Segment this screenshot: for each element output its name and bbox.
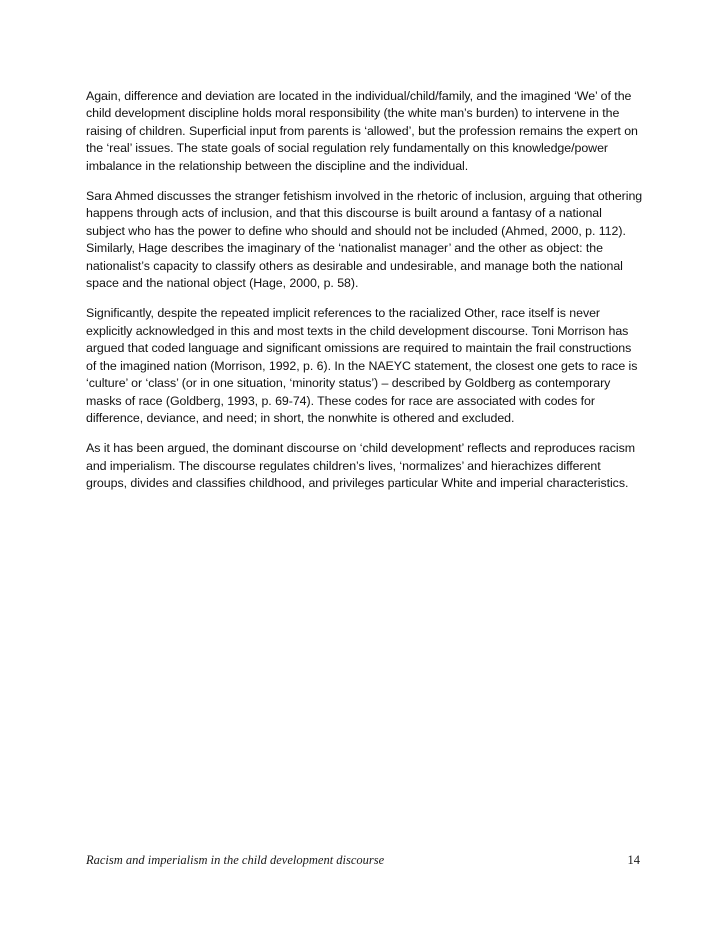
paragraph-3: Significantly, despite the repeated implicit references to the racialized Other, race itself is never explicitly acknowledged in this and most texts in the child development discourse. Toni Morrison has argued that coded language and significant omissions are required to maintain the frail constructions of the imagined nation (Morrison, 1992, p. 6). In the NAEYC statement, the closest one gets to race is ‘culture’ or ‘class’ (or in one situation, ‘minority status’) – described by Goldberg as contemporary masks of race (Goldberg, 1993, p. 69-74). These codes for race are associated with codes for difference, deviance, and need; in short, the nonwhite is othered and excluded. — [86, 306, 638, 425]
body-text — [86, 88, 644, 506]
footer-title: Racism and imperialism in the child development discourse — [86, 853, 385, 867]
page-number: 14 — [627, 853, 640, 867]
paragraph-4: As it has been argued, the dominant discourse on ‘child development’ reflects and reproduces racism and imperialism. The discourse regulates children’s lives, ‘normalizes’ and hierachizes different groups, divides and classifies childhood, and privileges particular White and imperial characteristics. — [86, 441, 636, 491]
page-footer — [86, 853, 644, 868]
paragraph-1: Again, difference and deviation are located in the individual/child/family, and the imagined ‘We’ of the child development discipline holds moral responsibility (the white man’s burden) to intervene in the raising of children. Superficial input from parents is ‘allowed’, but the profession remains the expert on the ‘real’ issues. The state goals of social regulation rely fundamentally on this knowledge/power imbalance in the relationship between the discipline and the individual. — [86, 89, 638, 173]
paragraph-2: Sara Ahmed discusses the stranger fetishism involved in the rhetoric of inclusion, arguing that othering happens through acts of inclusion, and that this discourse is built around a fantasy of a national subject who has the power to define who should and should not be included (Ahmed, 2000, p. 112). Similarly, Hage describes the imaginary of the ‘nationalist manager’ and the other as object: the nationalist’s capacity to classify others as desirable and undesirable, and manage both the national space and the national object (Hage, 2000, p. 58). — [86, 189, 643, 291]
